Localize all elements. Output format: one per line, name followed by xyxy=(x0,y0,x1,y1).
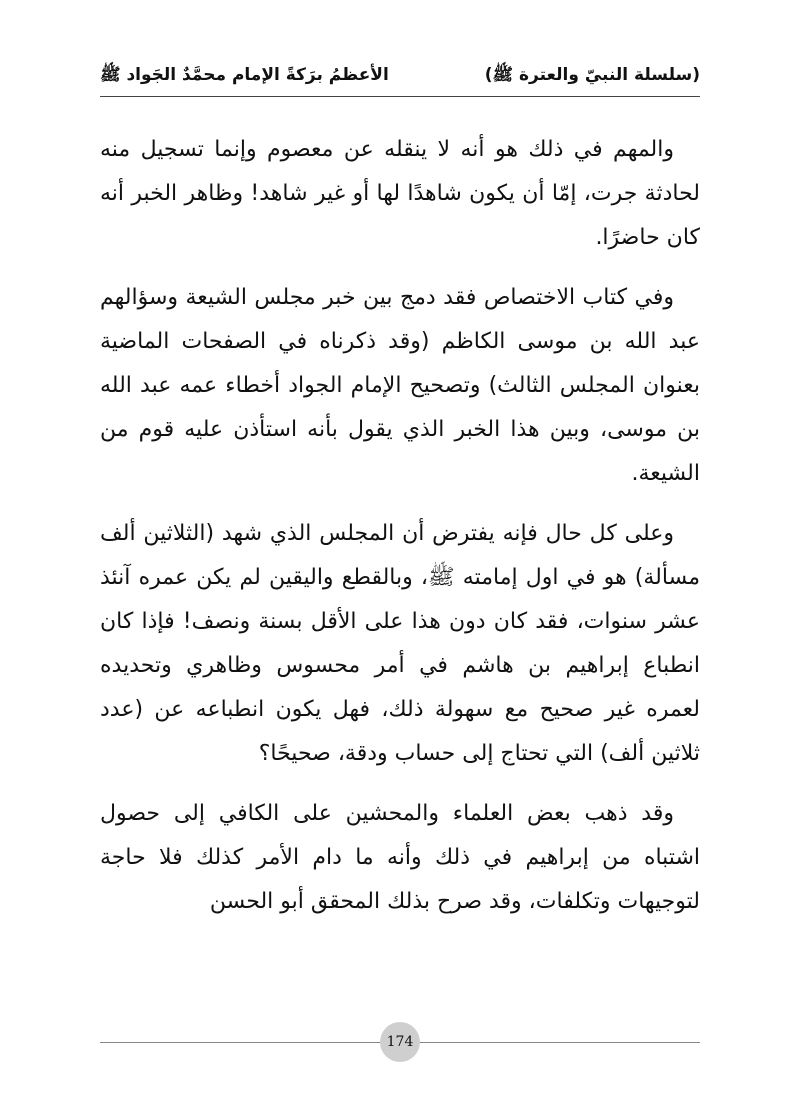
paragraph-4: وقد ذهب بعض العلماء والمحشين على الكافي إلى حصول اشتباه من إبراهيم في ذلك وأنه ما دام الأمر كذلك فلا حاجة لتوجيهات وتكلفات، وقد صرح بذلك المحقق أبو الحسن xyxy=(100,801,700,914)
page-footer xyxy=(100,1022,700,1062)
series-title: (سلسلة النبيّ والعترة ﷺ) xyxy=(484,65,700,85)
paragraph-2: وفي كتاب الاختصاص فقد دمج بين خبر مجلس الشيعة وسؤالهم عبد الله بن موسى الكاظم (وقد ذكرناه في الصفحات الماضية بعنوان المجلس الثالث) وتصحيح الإمام الجواد أخطاء عمه عبد الله بن موسى، وبين هذا الخبر الذي يقول بأنه استأذن عليه قوم من الشيعة. xyxy=(100,285,700,486)
running-header xyxy=(100,58,700,92)
paragraph-3: وعلى كل حال فإنه يفترض أن المجلس الذي شهد (الثلاثين ألف مسألة) هو في اول إمامته ﷺ، وبالقطع واليقين لم يكن عمره آنئذ عشر سنوات، فقد كان دون هذا على الأقل بسنة ونصف! فإذا كان انطباع إبراهيم بن هاشم في أمر محسوس وظاهري وتحديده لعمره غير صحيح مع سهولة ذلك، فهل يكون انطباعه عن (عدد ثلاثين ألف) التي تحتاج إلى حساب ودقة، صحيحًا؟ xyxy=(100,521,700,766)
header-divider xyxy=(100,96,700,97)
page-number: 174 xyxy=(380,1022,420,1062)
page-body xyxy=(100,128,700,940)
book-title: الأعظمُ برَكةً الإمام محمَّدٌ الجَواد ﷺ xyxy=(100,65,389,85)
paragraph-1: والمهم في ذلك هو أنه لا ينقله عن معصوم وإنما تسجيل منه لحادثة جرت، إمّا أن يكون شاهدًا لها أو غير شاهد! وظاهر الخبر أنه كان حاضرًا. xyxy=(100,137,700,250)
